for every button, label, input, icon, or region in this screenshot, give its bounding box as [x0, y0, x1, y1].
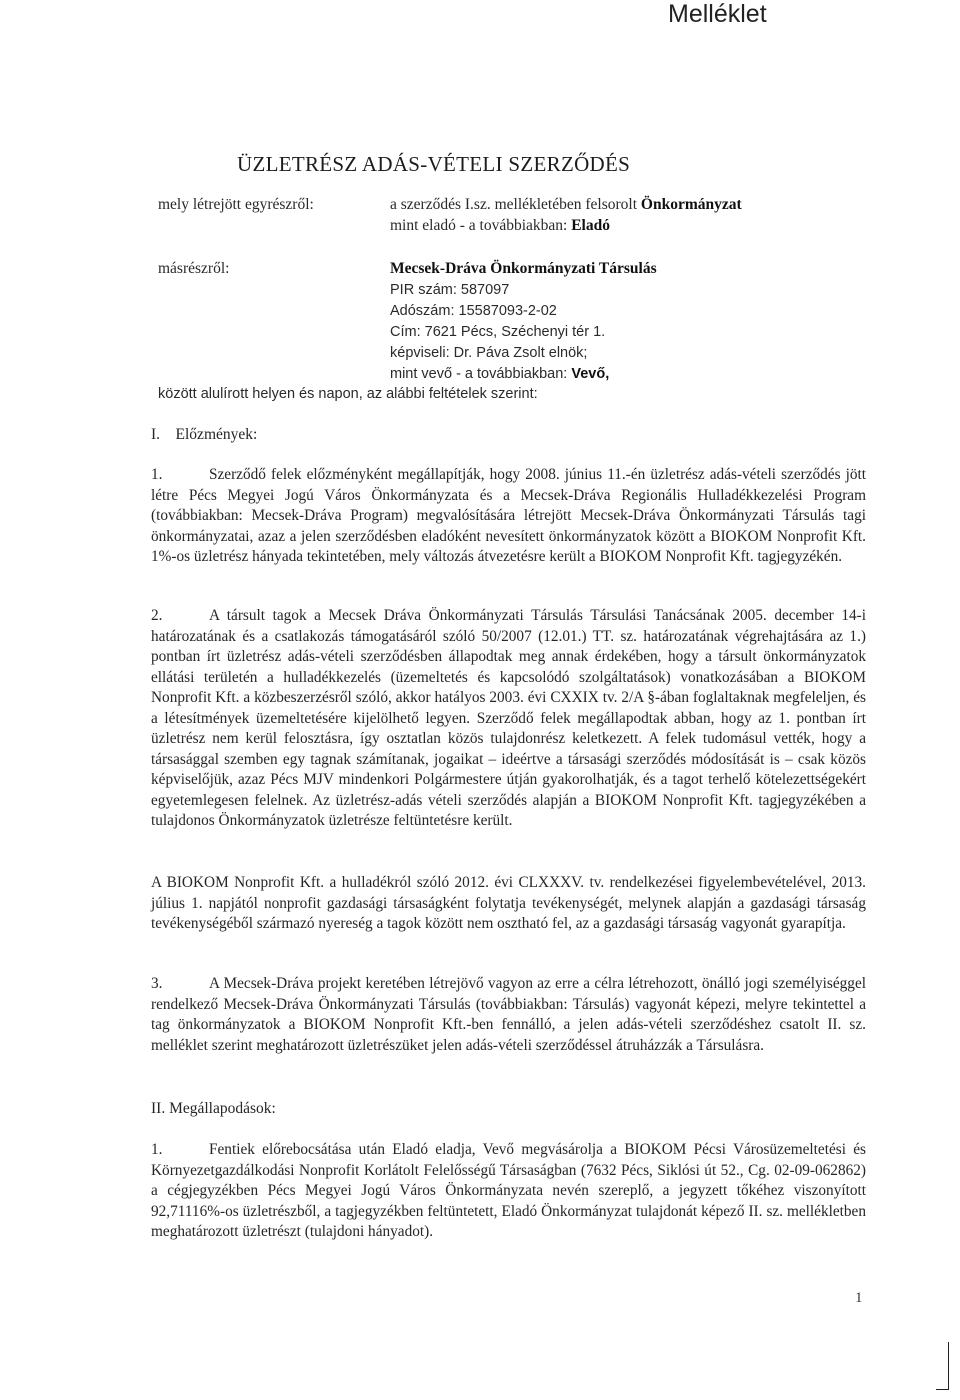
- seller-short-name: Eladó: [571, 217, 610, 234]
- first-party-line2-text: mint eladó - a továbbiakban:: [390, 217, 572, 234]
- paragraph-2-text: A társult tagok a Mecsek Dráva Önkormányzati Társulás Társulási Tanácsának 2005. december 14-i határozatának és a csatlakozás támogatásáról szóló 50/2007 (12.01.) TT. sz. határozatának végrehajtására az 1.) pontban írt üzletrész adás-vételi szerződésben állapodtak meg annak érdekében, hogy a társult önkormányzatok ellátási területén a hulladékkezelés (üzemeltetés és kapcsolódó szolgáltatások) vonatkozásában a BIOKOM Nonprofit Kft. a közbeszerzésről szóló, akkor hatályos 2003. évi CXXIX tv. 2/A §-ában foglaltaknak megfeleljen, és a létesítmények üzemeltetésére kijelölhető legyen. Szerződő felek megállapodtak abban, hogy az 1. pontban írt üzletrész nem kerül felosztásra, így osztatlan közös tulajdonrész keletkezett. A felek tudomásul vették, hogy a társasággal szemben egy tagnak számítanak, jogaikat – ideértve a társasági szerződés módosítását is – csak közös képviselőjük, azaz Pécs MJV mindenkori Polgármestere útján gyakorolhatják, és a tagot terhelő kötelezettségekért egyetemlegesen felelnek. Az üzletrész-adás vételi szerződés alapján a BIOKOM Nonprofit Kft. tagjegyzékében a tulajdonos Önkormányzatok üzletrésze feltüntetésre került.: [151, 607, 866, 829]
- first-party-label: mely létrejött egyrészről:: [158, 196, 314, 213]
- paragraph-1-text: Szerződő felek előzményként megállapítják, hogy 2008. június 11.-én üzletrész adás-vételi szerződés jött létre Pécs Megyei Jogú Város Önkormányzata és a Mecsek-Dráva Regionális Hulladékkezelési Program (továbbiakban: Mecsek-Dráva Program) megvalósítására létrejött Mecsek-Dráva Önkormányzati Társulás tagi önkormányzatai, azaz a jelen szerződésben eladóként nevesített önkormányzatok között a BIOKOM Nonprofit Kft. 1%-os üzletrész hányada tekintetében, mely változás átvezetésre került a BIOKOM Nonprofit Kft. tagjegyzékén.: [151, 466, 866, 565]
- page-number: 1: [855, 1290, 863, 1306]
- paragraph-1-number: 1.: [151, 466, 163, 483]
- first-party-line1-text: a szerződés I.sz. mellékletében felsorolt: [390, 196, 641, 213]
- buyer-address: Cím: 7621 Pécs, Széchenyi tér 1.: [390, 324, 606, 340]
- agreement-paragraph-1-number: 1.: [151, 1141, 163, 1158]
- paragraph-3-text: A Mecsek-Dráva projekt keretében létrejövő vagyon az erre a célra létrehozott, önálló jogi személyiséggel rendelkező Mecsek-Dráva Önkormányzati Társulás (továbbiakban: Társulás) vagyonát képezi, melyre tekintettel a tag önkormányzatok a BIOKOM Nonprofit Kft.-ben fennálló, a jelen adás-vételi szerződéshez csatolt II. sz. melléklet szerint meghatározott üzletrészüket jelen adás-vételi szerződéssel átruházzák a Társulásra.: [151, 975, 866, 1054]
- agreement-paragraph-1: [151, 1140, 866, 1243]
- paragraph-3-number: 3.: [151, 975, 163, 992]
- first-party-line2: [390, 217, 610, 235]
- buyer-short-name: Vevő,: [571, 366, 610, 382]
- buyer-role-line: [390, 366, 609, 382]
- paragraph-2-continued: [151, 873, 866, 935]
- buyer-org-name: Mecsek-Dráva Önkormányzati Társulás: [390, 260, 657, 277]
- paragraph-2-number: 2.: [151, 607, 163, 624]
- agreement-paragraph-1-text: Fentiek előrebocsátása után Eladó eladja, Vevő megvásárolja a BIOKOM Pécsi Városüzemeltetési és Környezetgazdálkodási Nonprofit Korlátolt Felelősségű Társaságban (7632 Pécs, Siklósi út 52., Cg. 02-09-062862) a cégjegyzékben Pécs Megyei Jogú Város Önkormányzata nevén szereplő, a jegyzett tőkéhez viszonyított 92,71116%-os üzletrészből, a tagjegyzékben feltüntetett, Eladó Önkormányzat tulajdonát képező II. sz. mellékletben meghatározott üzletrészt (tulajdoni hányadot).: [151, 1141, 866, 1240]
- first-party-line1: [390, 196, 742, 214]
- crop-mark-vertical: [948, 1342, 949, 1390]
- buyer-role-text: mint vevő - a továbbiakban:: [390, 366, 572, 382]
- buyer-pir-number: PIR szám: 587097: [390, 282, 510, 298]
- buyer-representative: képviseli: Dr. Páva Zsolt elnök;: [390, 345, 588, 361]
- document-title: ÜZLETRÉSZ ADÁS-VÉTELI SZERZŐDÉS: [237, 152, 631, 176]
- second-party-label: másrészről:: [158, 260, 230, 277]
- paragraph-2b-text: A BIOKOM Nonprofit Kft. a hulladékról szóló 2012. évi CLXXXV. tv. rendelkezései figyelembevételével, 2013. július 1. napjától nonprofit gazdasági társaságként folytatja tevékenységét, melynek alapján a gazdasági társaság tevékenységéből származó nyereség a tagok között nem osztható fel, az a gazdasági társaság vagyonát gyarapítja.: [151, 874, 866, 932]
- crop-mark-horizontal: [936, 1389, 949, 1390]
- section-heading-agreements: II. Megállapodások:: [151, 1100, 276, 1117]
- paragraph-1: [151, 465, 866, 568]
- buyer-tax-number: Adószám: 15587093-2-02: [390, 303, 557, 319]
- section-heading-precedents: I. Előzmények:: [151, 426, 258, 443]
- seller-entity-bold: Önkormányzat: [640, 196, 742, 213]
- paragraph-3: [151, 974, 866, 1056]
- annex-label: Melléklet: [668, 0, 767, 28]
- between-clause: között alulírott helyen és napon, az alábbi feltételek szerint:: [158, 386, 538, 402]
- paragraph-2: [151, 606, 866, 832]
